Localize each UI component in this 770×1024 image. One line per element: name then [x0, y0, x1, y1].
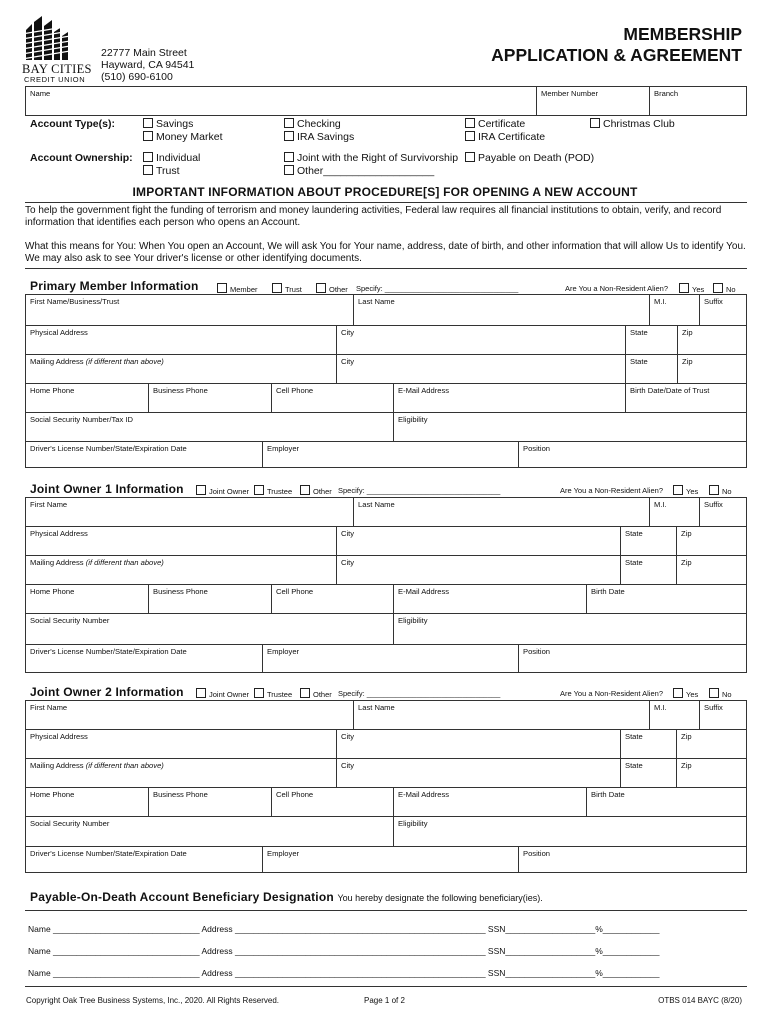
checkbox-joint2-alien-yes[interactable]: Yes [673, 688, 698, 699]
account-ownership-label: Account Ownership: [30, 152, 133, 164]
mailing-state-field[interactable]: State [620, 759, 676, 787]
mailing-address-field[interactable]: Mailing Address (if different than above) [30, 357, 164, 366]
building-logo-icon [22, 14, 90, 62]
state-field[interactable]: State [620, 527, 676, 555]
mailing-address-field[interactable]: Mailing Address (if different than above) [30, 761, 164, 770]
checkbox-joint2-trustee[interactable]: Trustee [254, 688, 292, 699]
city-field[interactable]: City [336, 527, 620, 555]
suffix-field[interactable]: Suffix [699, 701, 747, 729]
employer-field[interactable]: Employer [262, 442, 518, 468]
joint-owner-1-title: Joint Owner 1 Information [30, 482, 184, 496]
home-phone-field[interactable]: Home Phone [30, 587, 75, 596]
state-field[interactable]: State [625, 326, 677, 354]
checkbox-joint1-other[interactable]: Other [300, 485, 332, 496]
checkbox-joint1-joint-owner[interactable]: Joint Owner [196, 485, 249, 496]
eligibility-field[interactable]: Eligibility [393, 817, 747, 846]
divider [25, 268, 747, 269]
joint1-alien-question: Are You a Non-Resident Alien? [560, 486, 663, 495]
important-paragraph-1: To help the government fight the funding of terrorism and money laundering activities, Federal law requires all financial institutions to obtain, verify, and record information that identifies each person who opens an Account. [25, 205, 722, 228]
checkbox-savings[interactable]: Savings [143, 118, 193, 130]
beneficiary-row-3[interactable]: Name _______________________________ Address _____________________________________________________ SSN___________________%____________ [28, 968, 660, 978]
zip-field[interactable]: Zip [677, 326, 747, 354]
checkbox-joint2-other[interactable]: Other [300, 688, 332, 699]
primary-alien-question: Are You a Non-Resident Alien? [565, 284, 668, 293]
page-title [491, 24, 742, 66]
position-field[interactable]: Position [518, 645, 747, 673]
state-field[interactable]: State [620, 730, 676, 758]
logo-subtitle: CREDIT UNION [24, 75, 86, 84]
employer-field[interactable]: Employer [262, 847, 518, 873]
position-field[interactable]: Position [518, 847, 747, 873]
email-field[interactable]: E-Mail Address [393, 384, 625, 412]
primary-member-title: Primary Member Information [30, 279, 199, 293]
checkbox-ira-savings[interactable]: IRA Savings [284, 131, 354, 143]
copyright: Copyright Oak Tree Business Systems, Inc., 2020. All Rights Reserved. [26, 996, 279, 1005]
ssn-tax-id-field[interactable]: Social Security Number/Tax ID [30, 415, 133, 424]
checkbox-joint2-alien-no[interactable]: No [709, 688, 732, 699]
physical-address-field[interactable]: Physical Address [30, 732, 88, 741]
important-paragraph-2: What this means for You: When You open an Account, We will ask You for Your name, address, date of birth, and other information that will allow Us to identify You. We may also ask to see Your driver's license or other identifying documents. [25, 241, 746, 264]
mailing-city-field[interactable]: City [336, 759, 620, 787]
checkbox-christmas-club[interactable]: Christmas Club [590, 118, 675, 130]
checkbox-joint-survivorship[interactable]: Joint with the Right of Survivorship [284, 152, 458, 164]
employer-field[interactable]: Employer [262, 645, 518, 673]
checkbox-payable-on-death[interactable]: Payable on Death (POD) [465, 152, 594, 164]
physical-address-field[interactable]: Physical Address [30, 328, 88, 337]
beneficiary-row-2[interactable]: Name _______________________________ Address _____________________________________________________ SSN___________________%____________ [28, 946, 660, 956]
checkbox-ira-certificate[interactable]: IRA Certificate [465, 131, 545, 143]
pod-description: You hereby designate the following beneficiary(ies). [337, 893, 543, 903]
account-types-label: Account Type(s): [30, 118, 115, 130]
last-name-field[interactable]: Last Name [353, 295, 649, 325]
eligibility-field[interactable]: Eligibility [393, 413, 747, 441]
form-id: OTBS 014 BAYC (8/20) [658, 996, 742, 1005]
address-street: 22777 Main Street [101, 47, 187, 59]
city-field[interactable]: City [336, 730, 620, 758]
business-phone-field[interactable]: Business Phone [148, 384, 271, 412]
mi-field[interactable]: M.I. [649, 498, 699, 526]
cell-phone-field[interactable]: Cell Phone [271, 585, 393, 613]
divider [25, 910, 747, 911]
divider [25, 202, 747, 203]
name-field[interactable]: Name [30, 89, 51, 98]
mailing-city-field[interactable]: City [336, 355, 625, 383]
checkbox-joint1-alien-yes[interactable]: Yes [673, 485, 698, 496]
drivers-license-field[interactable]: Driver's License Number/State/Expiration Date [30, 647, 187, 656]
page-number: Page 1 of 2 [364, 996, 405, 1005]
branch-field[interactable]: Branch [649, 87, 747, 115]
top-fields [25, 86, 747, 116]
cell-phone-field[interactable]: Cell Phone [271, 788, 393, 816]
drivers-license-field[interactable]: Driver's License Number/State/Expiration Date [30, 444, 187, 453]
pod-section-title [30, 890, 543, 904]
beneficiary-row-1[interactable]: Name _______________________________ Address _____________________________________________________ SSN___________________%____________ [28, 924, 660, 934]
last-name-field[interactable]: Last Name [353, 498, 649, 526]
mailing-zip-field[interactable]: Zip [676, 759, 747, 787]
cell-phone-field[interactable]: Cell Phone [271, 384, 393, 412]
checkbox-checking[interactable]: Checking [284, 118, 341, 130]
divider [25, 986, 747, 987]
member-number-field[interactable]: Member Number [536, 87, 649, 115]
joint2-specify-field[interactable]: Specify: ________________________________ [338, 689, 501, 698]
drivers-license-field[interactable]: Driver's License Number/State/Expiration Date [30, 849, 187, 858]
birth-date-field[interactable]: Birth Date/Date of Trust [625, 384, 747, 412]
zip-field[interactable]: Zip [676, 730, 747, 758]
birth-date-field[interactable]: Birth Date [586, 788, 747, 816]
first-name-field[interactable]: First Name [30, 703, 68, 712]
mailing-city-field[interactable]: City [336, 556, 620, 584]
checkbox-primary-trust[interactable]: Trust [272, 283, 302, 294]
primary-specify-field[interactable]: Specify: ________________________________ [356, 284, 519, 293]
checkbox-money-market[interactable]: Money Market [143, 131, 223, 143]
suffix-field[interactable]: Suffix [699, 498, 747, 526]
zip-field[interactable]: Zip [676, 527, 747, 555]
important-info-heading: IMPORTANT INFORMATION ABOUT PROCEDURE[S] FOR OPENING A NEW ACCOUNT [132, 185, 638, 199]
eligibility-field[interactable]: Eligibility [393, 614, 747, 644]
mi-field[interactable]: M.I. [649, 295, 699, 325]
checkbox-primary-other[interactable]: Other [316, 283, 348, 294]
mailing-zip-field[interactable]: Zip [677, 355, 747, 383]
mailing-state-field[interactable]: State [625, 355, 677, 383]
ssn-field[interactable]: Social Security Number [30, 819, 110, 828]
checkbox-joint2-joint-owner[interactable]: Joint Owner [196, 688, 249, 699]
business-phone-field[interactable]: Business Phone [148, 585, 271, 613]
last-name-field[interactable]: Last Name [353, 701, 649, 729]
mi-field[interactable]: M.I. [649, 701, 699, 729]
address-phone: (510) 690-6100 [101, 71, 173, 83]
checkbox-primary-member[interactable]: Member [217, 283, 258, 294]
pod-title: Payable-On-Death Account Beneficiary Designation [30, 890, 334, 904]
birth-date-field[interactable]: Birth Date [586, 585, 747, 613]
first-name-field[interactable]: First Name/Business/Trust [30, 297, 120, 306]
joint-owner-1-grid [25, 497, 747, 673]
ssn-field[interactable]: Social Security Number [30, 616, 110, 625]
checkbox-certificate[interactable]: Certificate [465, 118, 525, 130]
checkbox-individual[interactable]: Individual [143, 152, 200, 164]
mailing-address-field[interactable]: Mailing Address (if different than above) [30, 558, 164, 567]
checkbox-primary-alien-yes[interactable]: Yes [679, 283, 704, 294]
email-field[interactable]: E-Mail Address [393, 788, 586, 816]
checkbox-other-ownership[interactable]: Other___________________ [284, 165, 434, 177]
joint-owner-2-grid [25, 700, 747, 873]
physical-address-field[interactable]: Physical Address [30, 529, 88, 538]
title-line-1: MEMBERSHIP [623, 24, 742, 44]
address-city: Hayward, CA 94541 [101, 59, 195, 71]
checkbox-joint1-alien-no[interactable]: No [709, 485, 732, 496]
home-phone-field[interactable]: Home Phone [30, 790, 75, 799]
joint1-specify-field[interactable]: Specify: ________________________________ [338, 486, 501, 495]
city-field[interactable]: City [336, 326, 625, 354]
credit-union-address [101, 47, 194, 83]
joint-owner-2-title: Joint Owner 2 Information [30, 685, 184, 699]
checkbox-joint1-trustee[interactable]: Trustee [254, 485, 292, 496]
logo-wordmark: BAY CITIES [22, 62, 92, 76]
title-line-2: APPLICATION & AGREEMENT [491, 45, 742, 65]
joint2-alien-question: Are You a Non-Resident Alien? [560, 689, 663, 698]
business-phone-field[interactable]: Business Phone [148, 788, 271, 816]
position-field[interactable]: Position [518, 442, 747, 468]
primary-member-grid [25, 294, 747, 468]
first-name-field[interactable]: First Name [30, 500, 68, 509]
email-field[interactable]: E-Mail Address [393, 585, 586, 613]
checkbox-trust[interactable]: Trust [143, 165, 180, 177]
mailing-zip-field[interactable]: Zip [676, 556, 747, 584]
home-phone-field[interactable]: Home Phone [30, 386, 75, 395]
suffix-field[interactable]: Suffix [699, 295, 747, 325]
mailing-state-field[interactable]: State [620, 556, 676, 584]
checkbox-primary-alien-no[interactable]: No [713, 283, 736, 294]
